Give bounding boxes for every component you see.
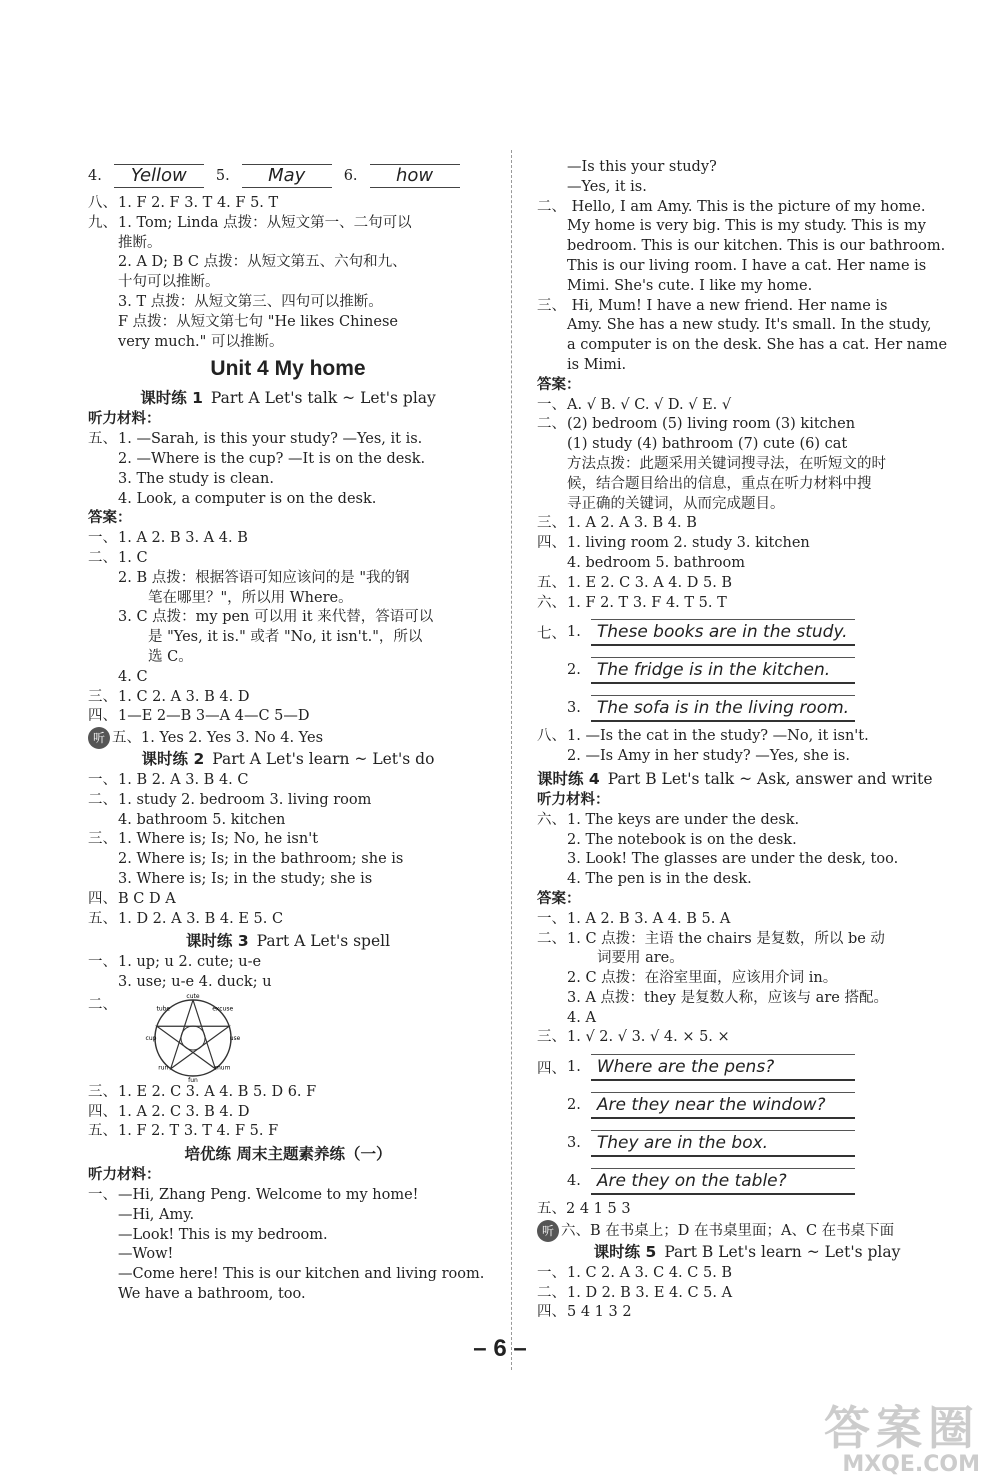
- section-number: 二、: [88, 549, 117, 566]
- text-line: [88, 1186, 488, 1206]
- line-text: 2. Where is; Is; in the bathroom; she is: [118, 851, 404, 868]
- line-text: My home is very big. This is my study. This is my: [567, 218, 926, 235]
- line-text: 1. The keys are under the desk.: [567, 811, 800, 828]
- line-text: —Is this your study?: [567, 159, 717, 175]
- text-line: [88, 430, 488, 450]
- watermark-bottom: MXQE.COM: [842, 1452, 980, 1477]
- line-text: B C D A: [118, 890, 176, 907]
- text-line: [537, 1303, 957, 1323]
- line-text: Mimi. She's cute. I like my home.: [567, 277, 813, 294]
- lesson-name: 课时练 1: [140, 389, 203, 408]
- lesson-heading: [88, 386, 488, 410]
- text-line: [537, 178, 957, 198]
- text-line: [537, 217, 957, 237]
- line-text: 1. √ 2. √ 3. √ 4. × 5. ×: [567, 1029, 730, 1046]
- text-line: [88, 313, 488, 333]
- line-text: 推断。: [118, 234, 162, 251]
- section-number: 四、: [537, 1304, 566, 1321]
- answer-label: 答案：: [537, 890, 581, 907]
- line-text: 是 "Yes, it is." 或者 "No, it isn't."，所以: [148, 629, 423, 646]
- listening-answer-line: [88, 727, 488, 747]
- text-line: [88, 529, 488, 549]
- text-line: [88, 707, 488, 727]
- text-line: [88, 253, 488, 273]
- hw-sentence: Are they on the table?: [591, 1168, 855, 1195]
- line-text: F 点拨：从短文第七句 "He likes Chinese: [118, 313, 398, 330]
- text-line: [88, 973, 488, 993]
- right-column: [537, 158, 957, 1323]
- unit-title: Unit 4 My home: [210, 357, 366, 381]
- handwriting-sentences: [537, 613, 957, 727]
- handwriting-sentences: [537, 1048, 957, 1200]
- line-text: 1. E 2. C 3. A 4. D 5. B: [567, 574, 733, 591]
- text-line: [537, 396, 957, 416]
- line-text: 4. A: [567, 1009, 596, 1026]
- section-number: 四、: [88, 1103, 117, 1120]
- line-text: Hello, I am Amy. This is the picture of my home.: [567, 198, 926, 215]
- line-text: 1. Where is; Is; No, he isn't: [118, 831, 319, 848]
- line-text: 笔在哪里？"，所以用 Where。: [148, 589, 353, 606]
- section-number: 一、: [88, 1187, 117, 1204]
- text-line: [537, 495, 957, 515]
- section-number: 八、: [537, 728, 566, 745]
- line-text: very much." 可以推断。: [118, 333, 284, 350]
- text-line: [88, 953, 488, 973]
- line-text: 3. The study is clean.: [118, 470, 274, 487]
- lesson-name: 课时练 2: [141, 749, 205, 768]
- handwriting-answers: [88, 158, 488, 194]
- text-line: [88, 668, 488, 688]
- hw-word: how: [370, 164, 460, 188]
- text-line: [88, 450, 488, 470]
- hw-num: 3.: [567, 1135, 581, 1152]
- text-line: [537, 594, 957, 614]
- text-line: [88, 589, 488, 609]
- section-number: 三、: [537, 297, 566, 314]
- answer-block: [88, 953, 488, 993]
- line-text: 1. F 2. F 3. T 4. F 5. T: [118, 195, 279, 211]
- hw-word: May: [242, 164, 332, 188]
- section-number: 四、: [537, 1060, 566, 1077]
- line-text: —Come here! This is our kitchen and living room.: [118, 1266, 485, 1283]
- star-word: excuse: [212, 1005, 234, 1013]
- section-number: 四、: [537, 535, 566, 552]
- line-text: 3. Look! The glasses are under the desk, too.: [567, 851, 899, 868]
- star-word: tube: [156, 1005, 171, 1013]
- answer-block: [88, 1083, 488, 1142]
- line-text: —Hi, Zhang Peng. Welcome to my home!: [118, 1187, 419, 1204]
- watermark-top: 答案圈: [824, 1401, 980, 1455]
- listening-label: 听力材料：: [537, 791, 610, 808]
- answer-block: [537, 396, 957, 614]
- hw-num: 2.: [567, 1097, 581, 1114]
- text-line: [537, 1284, 957, 1304]
- answer-block: [88, 529, 488, 727]
- text-line: [88, 1103, 488, 1123]
- text-line: [537, 747, 957, 767]
- line-text: 1. C: [118, 549, 148, 566]
- listen-icon: 听: [88, 727, 110, 749]
- line-text: a computer is on the desk. She has a cat. Her name: [567, 337, 948, 354]
- line-text: 1. F 2. T 3. T 4. F 5. F: [118, 1123, 279, 1140]
- lesson-parts: Part B Let's learn ~ Let's play: [664, 1242, 901, 1261]
- line-text: 1—E 2—B 3—A 4—C 5—D: [118, 708, 310, 725]
- star-word: mum: [214, 1064, 231, 1072]
- lesson-heading: [537, 1240, 957, 1264]
- lesson-heading: [537, 767, 957, 791]
- text-line: [537, 415, 957, 435]
- line-text: 2. —Where is the cup? —It is on the desk.: [118, 450, 426, 467]
- section-number: 四、: [88, 708, 117, 725]
- line-text: 1. D 2. A 3. B 4. E 5. C: [118, 910, 284, 927]
- lesson-name: 课时练 5: [593, 1242, 657, 1261]
- listening-label: 听力材料：: [88, 1167, 161, 1184]
- text-line: [537, 930, 957, 950]
- answer-block: [537, 910, 957, 1049]
- text-line: [88, 293, 488, 313]
- text-line: [88, 234, 488, 254]
- section-number: 二、: [88, 996, 117, 1013]
- line-text: 3. A 点拨：they 是复数人称，应该与 are 搭配。: [567, 989, 888, 1006]
- line-text: 5 4 1 3 2: [567, 1304, 632, 1321]
- hw-num: 4.: [567, 1173, 581, 1190]
- listening-block: [88, 1186, 488, 1305]
- section-number: 一、: [88, 771, 117, 788]
- line-text: —Yes, it is.: [567, 178, 647, 195]
- line-text: is Mimi.: [567, 356, 627, 373]
- text-line: [88, 214, 488, 234]
- lesson-heading: [88, 747, 488, 771]
- line-text: 4. C: [118, 668, 148, 685]
- line-text: 1. A 2. B 3. A 4. B: [118, 530, 248, 547]
- line-text: —Wow!: [118, 1246, 174, 1263]
- line-text: 2. C 点拨：在浴室里面，应该用介词 in。: [567, 970, 838, 987]
- answer-label: 答案：: [537, 376, 581, 393]
- section-number: 一、: [537, 396, 566, 413]
- listening-label: 听力材料：: [88, 411, 161, 428]
- text-line: [537, 989, 957, 1009]
- section-number: 六、: [537, 811, 566, 828]
- lesson-heading: [88, 929, 488, 953]
- lesson-parts: Part B Let's talk ~ Ask, answer and write: [607, 769, 933, 788]
- answer-label: 答案：: [88, 510, 132, 527]
- text-line: [88, 608, 488, 628]
- text-line: [537, 811, 957, 831]
- text-line: [88, 490, 488, 510]
- line-text: 1. Tom; Linda 点拨：从短文第一、二句可以: [118, 214, 412, 231]
- text-line: [537, 727, 957, 747]
- hw-sentence: The sofa is in the living room.: [591, 695, 855, 722]
- line-text: 1. A 2. A 3. B 4. B: [567, 515, 697, 532]
- order-answer: 五、2 4 1 5 3: [537, 1201, 631, 1218]
- section-number: 六、: [537, 594, 566, 611]
- column-divider: [511, 150, 512, 1370]
- line-text: 1. study 2. bedroom 3. living room: [118, 791, 372, 808]
- line-text: —Look! This is my bedroom.: [118, 1226, 328, 1243]
- text-line: [88, 470, 488, 490]
- line-text: Amy. She has a new study. It's small. In the study,: [567, 317, 932, 334]
- text-line: [88, 830, 488, 850]
- hw-sentence: These books are in the study.: [591, 619, 855, 646]
- line-text: 4. bathroom 5. kitchen: [118, 811, 286, 828]
- hw-sentence-row: [537, 651, 957, 689]
- line-text: 1. up; u 2. cute; u-e: [118, 954, 262, 971]
- line-text: 1. A 2. C 3. B 4. D: [118, 1103, 250, 1120]
- text-line: [537, 297, 957, 317]
- text-line: [537, 1264, 957, 1284]
- text-line: [537, 1009, 957, 1029]
- line-text: 3. T 点拨：从短文第三、四句可以推断。: [118, 293, 383, 310]
- section-number: 七、: [537, 625, 566, 642]
- listening-block: [537, 811, 957, 890]
- line-text: 1. —Is the cat in the study? —No, it isn't.: [567, 728, 869, 745]
- line-text: 1. C 2. A 3. B 4. D: [118, 688, 250, 705]
- section-number: 四、: [88, 890, 117, 907]
- hw-sentence: Are they near the window?: [591, 1092, 855, 1119]
- hw-sentence-row: [537, 1048, 957, 1086]
- listening-block: [537, 158, 957, 376]
- text-line: [88, 628, 488, 648]
- text-line: [537, 475, 957, 495]
- star-word: cup: [145, 1034, 157, 1042]
- section-number: 二、: [537, 416, 566, 433]
- text-line: [537, 1028, 957, 1048]
- watermark-logo: [824, 1402, 980, 1476]
- section-number: 一、: [88, 954, 117, 971]
- line-text: 候，结合题目给出的信息，重点在听力材料中搜: [567, 475, 872, 492]
- line-text: 1. D 2. B 3. E 4. C 5. A: [567, 1284, 733, 1301]
- hw-sentence-row: [537, 1162, 957, 1200]
- pentagram-icon: [128, 993, 258, 1083]
- line-text: 1. A 2. B 3. A 4. B 5. A: [567, 910, 731, 927]
- line-text: 3. Where is; Is; in the study; she is: [118, 870, 373, 887]
- line-text: 4. bedroom 5. bathroom: [567, 554, 746, 571]
- text-line: [537, 831, 957, 851]
- page-number: – 6 –: [473, 1335, 527, 1362]
- hw-num: 4.: [88, 168, 102, 184]
- line-text: We have a bathroom, too.: [118, 1286, 306, 1303]
- weekly-practice-title: 培优练 周末主题素养练（一）: [184, 1145, 392, 1164]
- line-text: (1) study (4) bathroom (7) cute (6) cat: [567, 436, 848, 453]
- section-number: 二、: [537, 198, 566, 215]
- text-line: [537, 237, 957, 257]
- line-text: 4. Look, a computer is on the desk.: [118, 490, 377, 507]
- section-number: 九、: [88, 214, 117, 231]
- hw-sentence: The fridge is in the kitchen.: [591, 657, 855, 684]
- line-text: 2. B 点拨：根据答语可知应该问的是 "我的钢: [118, 569, 410, 586]
- listening-answer-line: [537, 1220, 957, 1240]
- line-text: 1. F 2. T 3. F 4. T 5. T: [567, 594, 727, 611]
- answer-block: [537, 1264, 957, 1323]
- line-text: 词要用 are。: [597, 950, 684, 967]
- section-number: 三、: [88, 688, 117, 705]
- text-line: [537, 198, 957, 218]
- text-line: [88, 811, 488, 831]
- line-text: This is our living room. I have a cat. Her name is: [567, 257, 927, 274]
- hw-word: Yellow: [114, 164, 204, 188]
- line-text: 十句可以推断。: [118, 274, 220, 291]
- line-text: 方法点拨：此题采用关键词搜寻法，在听短文的时: [567, 455, 886, 472]
- section-number: 二、: [537, 1284, 566, 1301]
- text-line: [88, 850, 488, 870]
- text-line: [537, 316, 957, 336]
- text-line: [88, 791, 488, 811]
- line-text: 3. C 点拨：my pen 可以用 it 来代替，答语可以: [118, 609, 434, 626]
- text-line: [537, 435, 957, 455]
- section-number: 三、: [88, 831, 117, 848]
- star-word: fun: [188, 1076, 198, 1083]
- hw-sentence: They are in the box.: [591, 1130, 855, 1157]
- line-text: 1. C 点拨：主语 the chairs 是复数，所以 be 动: [567, 930, 885, 947]
- hw-num: 2.: [567, 662, 581, 679]
- section-number: 五、: [88, 910, 117, 927]
- listening-answer-text: 五、1. Yes 2. Yes 3. No 4. Yes: [112, 730, 324, 747]
- text-line: [88, 333, 488, 353]
- lesson-parts: Part A Let's spell: [256, 932, 391, 951]
- line-text: 选 C。: [148, 648, 193, 665]
- hw-sentence-row: [537, 1086, 957, 1124]
- text-line: [537, 554, 957, 574]
- text-line: [537, 850, 957, 870]
- text-line: [88, 194, 488, 214]
- section-number: 二、: [88, 791, 117, 808]
- line-text: 3. use; u-e 4. duck; u: [118, 974, 272, 991]
- left-column: [88, 158, 488, 1305]
- text-line: [537, 514, 957, 534]
- section-number: 五、: [88, 431, 117, 448]
- section-number: 三、: [537, 1029, 566, 1046]
- answer-block: [537, 727, 957, 767]
- line-text: (2) bedroom (5) living room (3) kitchen: [567, 416, 856, 433]
- text-line: [88, 569, 488, 589]
- star-word: cute: [186, 992, 200, 1000]
- line-text: A. √ B. √ C. √ D. √ E. √: [567, 396, 732, 413]
- text-line: [88, 1083, 488, 1103]
- line-text: 1. —Sarah, is this your study? —Yes, it is.: [118, 431, 423, 448]
- text-line: [537, 257, 957, 277]
- text-line: [537, 158, 957, 178]
- section-number: 二、: [537, 930, 566, 947]
- line-text: 2. The notebook is on the desk.: [567, 831, 797, 848]
- hw-num: 5.: [215, 168, 230, 184]
- text-line: [88, 688, 488, 708]
- text-line: [88, 890, 488, 910]
- text-line: [537, 534, 957, 554]
- line-text: 4. The pen is in the desk.: [567, 871, 752, 888]
- text-line: [88, 1265, 488, 1285]
- text-line: [88, 648, 488, 668]
- section-number: 五、: [537, 574, 566, 591]
- listening-block: [88, 430, 488, 509]
- text-line: [537, 910, 957, 930]
- section-number: 八、: [88, 195, 117, 211]
- text-line: [537, 574, 957, 594]
- hw-sentence: Where are the pens?: [591, 1054, 855, 1081]
- text-line: [88, 771, 488, 791]
- text-line: [88, 1122, 488, 1142]
- line-text: bedroom. This is our kitchen. This is our bathroom.: [567, 238, 946, 255]
- line-text: —Hi, Amy.: [118, 1206, 195, 1223]
- listening-answer-text: 六、B 在书桌上；D 在书桌里面；A、C 在书桌下面: [561, 1223, 895, 1240]
- text-line: [88, 1206, 488, 1226]
- text-line: [537, 455, 957, 475]
- text-line: [537, 870, 957, 890]
- text-line: [537, 356, 957, 376]
- line-text: 1. C 2. A 3. C 4. C 5. B: [567, 1264, 733, 1281]
- section-number: 一、: [537, 1264, 566, 1281]
- lesson-parts: Part A Let's learn ~ Let's do: [212, 749, 435, 768]
- text-line: [88, 1285, 488, 1305]
- line-text: 2. —Is Amy in her study? —Yes, she is.: [567, 748, 850, 765]
- hw-num: 1.: [567, 624, 581, 641]
- answer-block: [88, 771, 488, 929]
- text-line: [537, 277, 957, 297]
- section-number: 一、: [537, 910, 566, 927]
- line-text: 1. B 2. A 3. B 4. C: [118, 771, 249, 788]
- text-line: [88, 273, 488, 293]
- text-line: [537, 949, 957, 969]
- star-word: use: [229, 1034, 241, 1042]
- section-number: 三、: [537, 515, 566, 532]
- text-line: [537, 336, 957, 356]
- line-text: 1. E 2. C 3. A 4. B 5. D 6. F: [118, 1083, 317, 1100]
- line-text: 寻正确的关键词，从而完成题目。: [567, 495, 785, 512]
- text-line: [88, 910, 488, 930]
- line-text: 1. living room 2. study 3. kitchen: [567, 535, 810, 552]
- text-line: [88, 1245, 488, 1265]
- section-number: 三、: [88, 1083, 117, 1100]
- hw-sentence-row: [537, 689, 957, 727]
- text-line: [88, 870, 488, 890]
- lesson-name: 课时练 4: [537, 769, 600, 788]
- line-text: Hi, Mum! I have a new friend. Her name is: [567, 297, 888, 314]
- lesson-parts: Part A Let's talk ~ Let's play: [210, 389, 436, 408]
- hw-num: 6.: [343, 168, 358, 184]
- star-word: run: [158, 1064, 169, 1072]
- hw-sentence-row: [537, 613, 957, 651]
- star-diagram: [88, 993, 488, 1083]
- lesson-name: 课时练 3: [185, 932, 249, 951]
- text-line: [537, 969, 957, 989]
- answer-block: [88, 194, 488, 352]
- listen-icon: 听: [537, 1220, 559, 1242]
- text-line: [88, 1226, 488, 1246]
- text-line: [88, 549, 488, 569]
- hw-num: 1.: [567, 1059, 581, 1076]
- hw-num: 3.: [567, 700, 581, 717]
- section-number: 一、: [88, 530, 117, 547]
- section-number: 五、: [88, 1123, 117, 1140]
- hw-sentence-row: [537, 1124, 957, 1162]
- line-text: 2. A D; B C 点拨：从短文第五、六句和九、: [118, 254, 407, 271]
